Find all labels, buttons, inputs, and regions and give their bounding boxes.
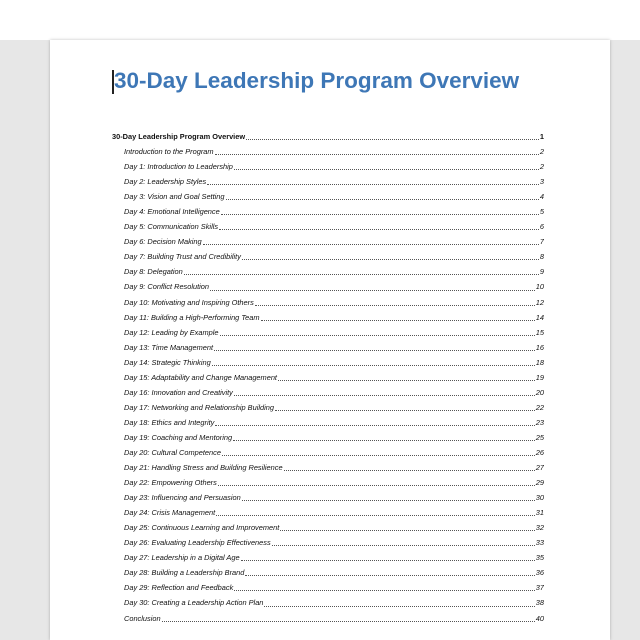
toc-entry-title: Day 13: Time Management bbox=[124, 342, 214, 352]
toc-entry[interactable] bbox=[112, 550, 544, 565]
toc-dot-leader bbox=[221, 214, 539, 215]
toc-page-number: 26 bbox=[535, 447, 544, 457]
toc-entry-title: Day 6: Decision Making bbox=[124, 237, 202, 247]
toc-page-number: 2 bbox=[539, 162, 544, 172]
toc-entry-title: Day 27: Leadership in a Digital Age bbox=[124, 553, 240, 563]
toc-entry-title: Day 23: Influencing and Persuasion bbox=[124, 493, 241, 503]
toc-entry-title: Day 15: Adaptability and Change Management bbox=[124, 372, 277, 382]
toc-page-number: 8 bbox=[539, 252, 544, 262]
toc-entry-title: Conclusion bbox=[124, 613, 161, 623]
toc-dot-leader bbox=[219, 229, 539, 230]
toc-page-number: 27 bbox=[535, 463, 544, 473]
toc-entry[interactable] bbox=[112, 279, 544, 294]
toc-page-number: 6 bbox=[539, 222, 544, 232]
toc-page-number: 35 bbox=[535, 553, 544, 563]
toc-page-number: 2 bbox=[539, 147, 544, 157]
toc-dot-leader bbox=[278, 380, 535, 381]
toc-page-number: 9 bbox=[539, 267, 544, 277]
toc-entry[interactable] bbox=[112, 340, 544, 355]
toc-entry[interactable] bbox=[112, 611, 544, 626]
toc-entry-title: Day 19: Coaching and Mentoring bbox=[124, 432, 233, 442]
toc-page-number: 37 bbox=[535, 583, 544, 593]
toc-entry[interactable] bbox=[112, 355, 544, 370]
toc-dot-leader bbox=[234, 395, 535, 396]
toc-entry-title: Day 18: Ethics and Integrity bbox=[124, 417, 215, 427]
toc-page-number: 16 bbox=[535, 342, 544, 352]
toc-entry-title: Day 12: Leading by Example bbox=[124, 327, 219, 337]
toc-page-number: 14 bbox=[535, 312, 544, 322]
toc-page-number: 38 bbox=[535, 598, 544, 608]
toc-dot-leader bbox=[184, 274, 539, 275]
toc-dot-leader bbox=[241, 560, 535, 561]
toc-dot-leader bbox=[284, 470, 535, 471]
toc-entry-title: 30-Day Leadership Program Overview bbox=[112, 132, 246, 141]
toc-entry[interactable] bbox=[112, 505, 544, 520]
toc-dot-leader bbox=[264, 606, 534, 607]
toc-entry-title: Day 5: Communication Skills bbox=[124, 222, 219, 232]
toc-entry[interactable] bbox=[112, 580, 544, 595]
toc-entry-title: Day 16: Innovation and Creativity bbox=[124, 387, 233, 397]
toc-entry[interactable] bbox=[112, 595, 544, 610]
toc-dot-leader bbox=[233, 440, 535, 441]
toc-page-number: 40 bbox=[535, 613, 544, 623]
toc-dot-leader bbox=[272, 545, 535, 546]
toc-page-number: 18 bbox=[535, 357, 544, 367]
toc-entry-title: Day 2: Leadership Styles bbox=[124, 177, 207, 187]
toc-entry[interactable] bbox=[112, 475, 544, 490]
toc-dot-leader bbox=[255, 305, 535, 306]
toc-entry-title: Day 22: Empowering Others bbox=[124, 478, 217, 488]
toc-dot-leader bbox=[220, 335, 535, 336]
toc-dot-leader bbox=[275, 410, 535, 411]
toc-entry[interactable] bbox=[112, 430, 544, 445]
toc-page-number: 4 bbox=[539, 192, 544, 202]
toc-page-number: 19 bbox=[535, 372, 544, 382]
toc-entry-title: Day 10: Motivating and Inspiring Others bbox=[124, 297, 254, 307]
toc-dot-leader bbox=[214, 350, 535, 351]
toc-entry-title: Day 17: Networking and Relationship Building bbox=[124, 402, 274, 412]
toc-entry-title: Introduction to the Program bbox=[124, 147, 214, 157]
toc-dot-leader bbox=[242, 500, 535, 501]
toc-entry[interactable] bbox=[112, 385, 544, 400]
toc-page-number: 36 bbox=[535, 568, 544, 578]
toc-entry-title: Day 11: Building a High-Performing Team bbox=[124, 312, 260, 322]
toc-page-number: 31 bbox=[535, 508, 544, 518]
toc-entry-title: Day 24: Crisis Management bbox=[124, 508, 216, 518]
toc-dot-leader bbox=[226, 199, 539, 200]
toc-entry[interactable] bbox=[112, 535, 544, 550]
toc-entry[interactable] bbox=[112, 144, 544, 159]
toc-entry-title: Day 28: Building a Leadership Brand bbox=[124, 568, 245, 578]
toc-entry[interactable] bbox=[112, 219, 544, 234]
toc-dot-leader bbox=[212, 365, 535, 366]
toc-page-number: 33 bbox=[535, 538, 544, 548]
toc-entry-title: Day 7: Building Trust and Credibility bbox=[124, 252, 241, 262]
toc-page-number: 23 bbox=[535, 417, 544, 427]
toc-page-number: 10 bbox=[535, 282, 544, 292]
toc-dot-leader bbox=[234, 169, 539, 170]
toc-entry[interactable] bbox=[112, 295, 544, 310]
toc-entry-title: Day 21: Handling Stress and Building Resilience bbox=[124, 463, 283, 473]
document-page[interactable] bbox=[50, 40, 610, 640]
toc-page-number: 20 bbox=[535, 387, 544, 397]
toc-entry-title: Day 9: Conflict Resolution bbox=[124, 282, 210, 292]
toc-entry[interactable] bbox=[112, 490, 544, 505]
toc-entry[interactable] bbox=[112, 264, 544, 279]
toc-dot-leader bbox=[242, 259, 539, 260]
toc-entry-title: Day 4: Emotional Intelligence bbox=[124, 207, 220, 217]
toc-entry[interactable] bbox=[112, 565, 544, 580]
table-of-contents bbox=[112, 129, 544, 626]
toc-entry-title: Day 25: Continuous Learning and Improvement bbox=[124, 523, 280, 533]
toc-dot-leader bbox=[222, 455, 535, 456]
toc-entry[interactable] bbox=[112, 415, 544, 430]
toc-page-number: 32 bbox=[535, 523, 544, 533]
toc-page-number: 12 bbox=[535, 297, 544, 307]
document-title[interactable]: 30-Day Leadership Program Overview bbox=[114, 68, 520, 93]
top-strip bbox=[0, 0, 640, 40]
toc-dot-leader bbox=[210, 290, 535, 291]
toc-entry-title: Day 14: Strategic Thinking bbox=[124, 357, 211, 367]
toc-dot-leader bbox=[218, 485, 535, 486]
toc-entry[interactable] bbox=[112, 445, 544, 460]
toc-page-number: 3 bbox=[539, 177, 544, 187]
toc-entry[interactable] bbox=[112, 159, 544, 174]
toc-entry[interactable] bbox=[112, 325, 544, 340]
toc-entry[interactable] bbox=[112, 370, 544, 385]
toc-entry[interactable] bbox=[112, 400, 544, 415]
toc-page-number: 22 bbox=[535, 402, 544, 412]
toc-entry-title: Day 26: Evaluating Leadership Effectiveness bbox=[124, 538, 271, 548]
toc-page-number: 5 bbox=[539, 207, 544, 217]
toc-entry[interactable] bbox=[112, 204, 544, 219]
toc-entry[interactable] bbox=[112, 520, 544, 535]
toc-entry[interactable] bbox=[112, 174, 544, 189]
toc-page-number: 29 bbox=[535, 478, 544, 488]
toc-entry[interactable] bbox=[112, 129, 544, 144]
toc-dot-leader bbox=[215, 425, 534, 426]
toc-dot-leader bbox=[215, 154, 539, 155]
toc-entry[interactable] bbox=[112, 310, 544, 325]
toc-entry-title: Day 1: Introduction to Leadership bbox=[124, 162, 233, 172]
toc-page-number: 30 bbox=[535, 493, 544, 503]
toc-entry[interactable] bbox=[112, 234, 544, 249]
toc-entry[interactable] bbox=[112, 460, 544, 475]
toc-entry-title: Day 8: Delegation bbox=[124, 267, 183, 277]
toc-page-number: 25 bbox=[535, 432, 544, 442]
toc-page-number: 1 bbox=[539, 132, 544, 141]
toc-dot-leader bbox=[245, 575, 534, 576]
toc-entry-title: Day 29: Reflection and Feedback bbox=[124, 583, 234, 593]
toc-page-number: 15 bbox=[535, 327, 544, 337]
toc-dot-leader bbox=[216, 515, 535, 516]
toc-page-number: 7 bbox=[539, 237, 544, 247]
toc-dot-leader bbox=[207, 184, 539, 185]
toc-dot-leader bbox=[203, 244, 539, 245]
toc-dot-leader bbox=[162, 621, 535, 622]
toc-entry[interactable] bbox=[112, 249, 544, 264]
toc-dot-leader bbox=[280, 530, 534, 531]
toc-entry[interactable] bbox=[112, 189, 544, 204]
toc-entry-title: Day 3: Vision and Goal Setting bbox=[124, 192, 225, 202]
toc-entry-title: Day 20: Cultural Competence bbox=[124, 447, 221, 457]
toc-dot-leader bbox=[261, 320, 535, 321]
toc-dot-leader bbox=[246, 139, 539, 140]
toc-dot-leader bbox=[234, 590, 534, 591]
toc-entry-title: Day 30: Creating a Leadership Action Plan bbox=[124, 598, 264, 608]
